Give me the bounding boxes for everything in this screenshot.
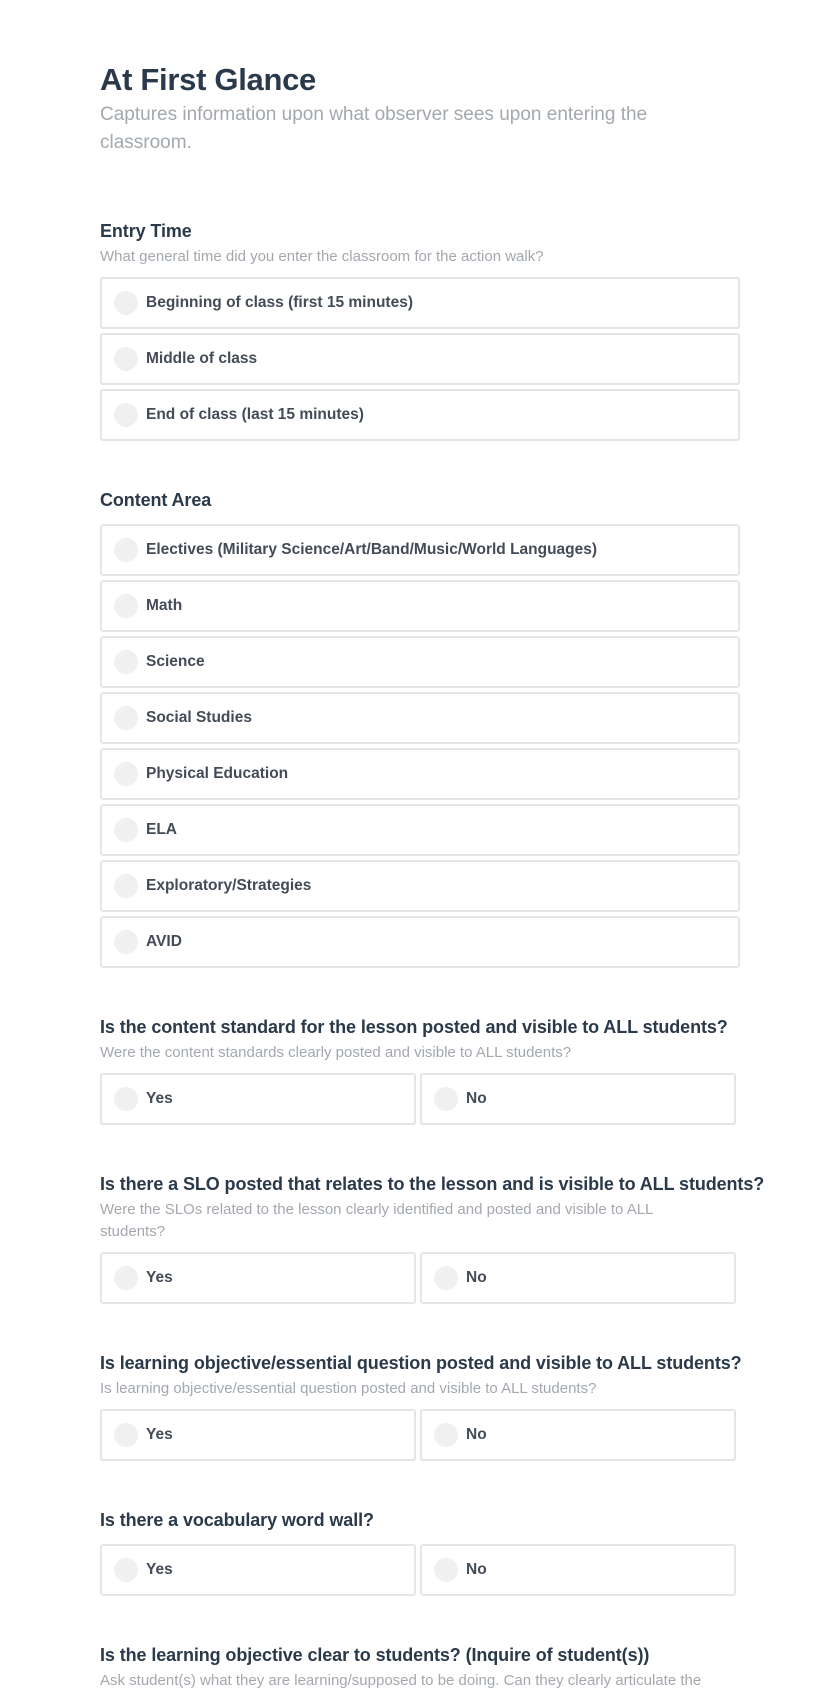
option-content-science[interactable] [100,636,740,688]
question-description-slo-posted: Were the SLOs related to the lesson clearly identified and posted and visible to ALL students? [100,1201,653,1240]
question-description-entry-time: What general time did you enter the classroom for the action walk? [100,248,544,265]
option-vocabulary-wall-no[interactable] [420,1544,736,1596]
option-content-standard-yes[interactable] [100,1073,416,1125]
option-content-avid[interactable] [100,916,740,968]
question-description-objective-clear: Ask student(s) what they are learning/supposed to be doing. Can they clearly articulate the [100,1672,702,1689]
question-title-content-area: Content Area [100,490,212,510]
option-entry-time-middle[interactable] [100,333,740,385]
option-content-standard-no[interactable] [420,1073,736,1125]
question-title-content-standard: Is the content standard for the lesson posted and visible to ALL students? [100,1017,728,1037]
radio-circle-icon[interactable] [114,347,138,371]
option-content-electives[interactable] [100,524,740,576]
option-label: Middle of class [146,350,258,367]
radio-circle-icon[interactable] [434,1266,458,1290]
radio-circle-icon[interactable] [114,1558,138,1582]
question-title-objective-clear: Is the learning objective clear to students? (Inquire of student(s)) [100,1645,650,1665]
question-title-entry-time: Entry Time [100,221,192,241]
option-label: AVID [146,933,182,950]
option-label: Science [146,653,205,670]
option-label: No [466,1561,487,1578]
question-title-vocabulary-wall: Is there a vocabulary word wall? [100,1510,374,1530]
question-title-learning-objective-posted: Is learning objective/essential question posted and visible to ALL students? [100,1353,742,1373]
radio-circle-icon[interactable] [114,1266,138,1290]
option-label: Yes [146,1090,173,1107]
page-title: At First Glance [100,62,316,97]
radio-circle-icon[interactable] [114,762,138,786]
option-label: ELA [146,821,177,838]
radio-circle-icon[interactable] [114,818,138,842]
radio-circle-icon[interactable] [114,874,138,898]
option-label: End of class (last 15 minutes) [146,406,364,423]
option-label: Math [146,597,183,614]
radio-circle-icon[interactable] [434,1558,458,1582]
question-title-slo-posted: Is there a SLO posted that relates to the lesson and is visible to ALL students? [100,1174,765,1194]
option-learning-objective-no[interactable] [420,1409,736,1461]
radio-circle-icon[interactable] [114,291,138,315]
option-label: Yes [146,1561,173,1578]
option-label: Physical Education [146,765,289,782]
radio-circle-icon[interactable] [114,1423,138,1447]
question-description-learning-objective-posted: Is learning objective/essential question posted and visible to ALL students? [100,1380,597,1397]
option-entry-time-beginning[interactable] [100,277,740,329]
radio-circle-icon[interactable] [434,1087,458,1111]
option-label: Exploratory/Strategies [146,877,312,894]
question-description-content-standard: Were the content standards clearly posted and visible to ALL students? [100,1044,572,1061]
radio-circle-icon[interactable] [434,1423,458,1447]
option-slo-posted-no[interactable] [420,1252,736,1304]
option-content-exploratory[interactable] [100,860,740,912]
page-subtitle: Captures information upon what observer sees upon entering the classroom. [100,104,648,153]
option-label: No [466,1426,487,1443]
option-label: Yes [146,1269,173,1286]
option-label: No [466,1090,487,1107]
option-vocabulary-wall-yes[interactable] [100,1544,416,1596]
option-entry-time-end[interactable] [100,389,740,441]
option-label: Yes [146,1426,173,1443]
option-content-physical-education[interactable] [100,748,740,800]
option-slo-posted-yes[interactable] [100,1252,416,1304]
option-content-social-studies[interactable] [100,692,740,744]
radio-circle-icon[interactable] [114,403,138,427]
radio-circle-icon[interactable] [114,538,138,562]
option-label: Electives (Military Science/Art/Band/Music/World Languages) [146,541,598,558]
option-label: No [466,1269,487,1286]
option-learning-objective-yes[interactable] [100,1409,416,1461]
option-content-math[interactable] [100,580,740,632]
option-label: Social Studies [146,709,252,726]
option-content-ela[interactable] [100,804,740,856]
radio-circle-icon[interactable] [114,706,138,730]
radio-circle-icon[interactable] [114,930,138,954]
radio-circle-icon[interactable] [114,1087,138,1111]
option-label: Beginning of class (first 15 minutes) [146,294,413,311]
radio-circle-icon[interactable] [114,594,138,618]
radio-circle-icon[interactable] [114,650,138,674]
